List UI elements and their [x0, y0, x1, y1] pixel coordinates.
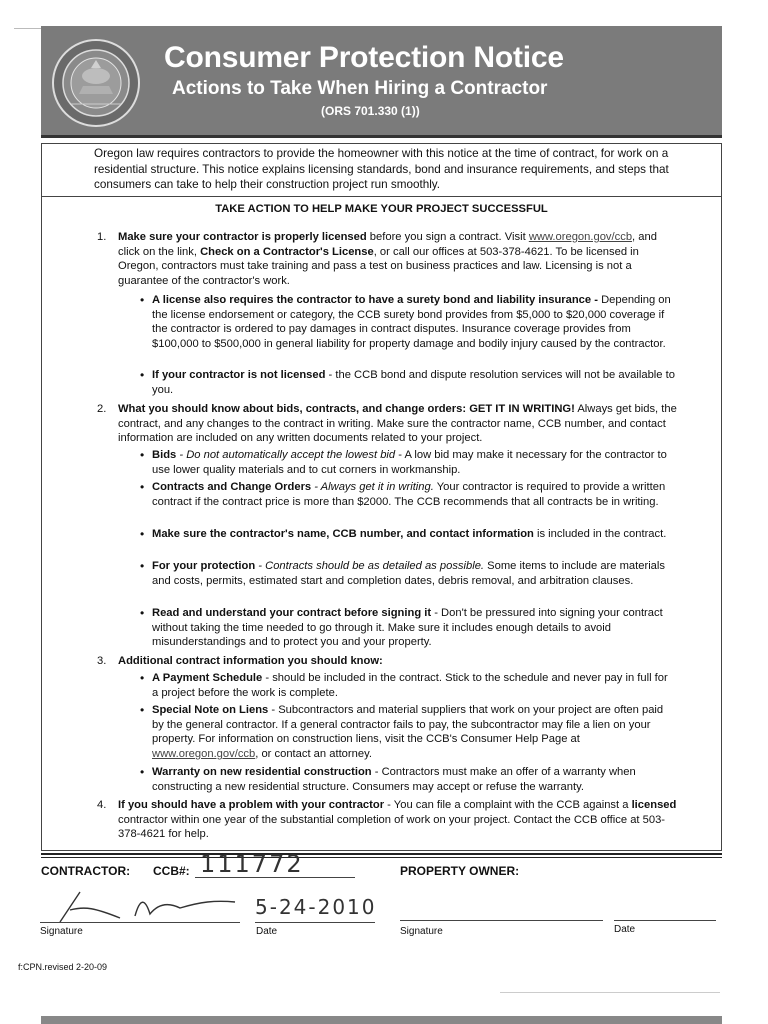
- page-subtitle: Actions to Take When Hiring a Contractor: [172, 78, 548, 99]
- oregon-state-seal-icon: [51, 38, 141, 128]
- contractor-signature-scribble: [40, 888, 240, 924]
- item-3-text: [118, 654, 678, 669]
- faint-scan-line: [500, 992, 720, 993]
- bullet-glyph: •: [140, 448, 145, 462]
- item-4-number: 4.: [97, 799, 107, 811]
- contractor-date-line: [255, 922, 375, 923]
- ccb-website-link[interactable]: www.oregon.gov/ccb: [528, 231, 633, 243]
- item-2-heading: What you should know about bids, contracts, and change orders: GET IT IN WRITING!: [118, 403, 575, 415]
- signature-top-rule: [41, 853, 722, 855]
- intro-divider: [42, 196, 721, 197]
- ccb-help-page-link[interactable]: www.oregon.gov/ccb: [152, 748, 256, 761]
- bullet-glyph: •: [140, 606, 145, 620]
- contractor-signature-line: [40, 922, 240, 923]
- contractor-date-caption: Date: [256, 926, 278, 937]
- item-2-bullet-1: Bids - Do not automatically accept the lowest bid - A low bid may make it necessary for the contractor to use lower quality materials and to cut corners in workmanship.: [152, 449, 667, 476]
- item-4-text: If you should have a problem with your contractor - You can file a complaint with the CCB against a licensed contractor within one year of the substantial completion of work on your project. Contact the CCB office at 503-378-4621 for help.: [118, 799, 677, 841]
- statute-reference: (ORS 701.330 (1)): [321, 104, 420, 118]
- item-1-bullet-1: A license also requires the contractor to have a surety bond and liability insurance - Depending on the license endorsement or category, the CCB surety bond provides from $5,000 to $20,000 coverage if the contractor is ordered to pay damages in contract disputes. Insurance coverage provides from $100,000 to $500,000 in general liability for property damage and bodily injury caused by the contractor.: [152, 294, 671, 351]
- bullet-glyph: •: [140, 703, 145, 717]
- item-1-number: 1.: [97, 231, 107, 243]
- action-heading: TAKE ACTION TO HELP MAKE YOUR PROJECT SUCCESSFUL: [215, 203, 548, 215]
- intro-paragraph: Oregon law requires contractors to provide the homeowner with this notice at the time of contract, for work on a residential structure. This notice explains licensing standards, bond and insurance requirements, and steps that consumers can take to help their construction project run smoothly.: [94, 147, 669, 191]
- ccb-number-label: CCB#:: [153, 864, 190, 878]
- contractor-signature-caption: Signature: [40, 926, 83, 937]
- contractor-label: CONTRACTOR:: [41, 864, 131, 878]
- notice-body: [41, 143, 722, 851]
- bullet-glyph: •: [140, 293, 145, 307]
- item-2-number: 2.: [97, 403, 107, 415]
- item-2-bullet-2: Contracts and Change Orders - Always get it in writing. Your contractor is required to provide a written contract if the contract price is more than $2000. The CCB recommends that all contracts be in writing.: [152, 481, 666, 508]
- bullet-glyph: •: [140, 765, 145, 779]
- item-2-bullet-5: Read and understand your contract before signing it - Don't be pressured into signing your contract without taking the time needed to go through it. Make sure it includes enough details to avoid misunderstandings and to protect you and your property.: [152, 607, 663, 649]
- page-title: Consumer Protection Notice: [164, 41, 564, 74]
- owner-date-caption: Date: [614, 924, 636, 935]
- item-1-text: Make sure your contractor is properly licensed before you sign a contract. Visit www.oregon.gov/ccb, and click on the link, Check on a Contractor's License, or call our offices at 503-378-4621. To be licensed in Oregon, contractors must take training and pass a test on business practices and law. Licensing is not a guarantee of the contractor's work.: [118, 231, 657, 288]
- item-1-heading: Make sure your contractor is properly licensed: [118, 231, 367, 243]
- item-4-heading: If you should have a problem with your contractor: [118, 799, 385, 811]
- contractor-date-value[interactable]: 5-24-2010: [255, 895, 377, 919]
- item-2-text: What you should know about bids, contracts, and change orders: GET IT IN WRITING! Always get bids, the contract, and any changes to the contract in writing. Make sure the contractor name, CCB number, and contact information are included on any written documents related to your project.: [118, 403, 677, 445]
- item-3-number: 3.: [97, 655, 107, 667]
- bullet-glyph: •: [140, 368, 145, 382]
- ccb-number-value[interactable]: 111772: [200, 850, 304, 878]
- property-owner-label: PROPERTY OWNER:: [400, 864, 520, 878]
- bottom-bar: [41, 1016, 722, 1024]
- bullet-glyph: •: [140, 527, 145, 541]
- bullet-glyph: •: [140, 559, 145, 573]
- signature-top-rule-thin: [41, 857, 722, 858]
- bullet-glyph: •: [140, 480, 145, 494]
- item-3-bullet-3: Warranty on new residential construction - Contractors must make an offer of a warranty when constructing a new residential structure. Consumers may accept or refuse the warranty.: [152, 766, 636, 793]
- owner-date-line[interactable]: [614, 920, 716, 921]
- item-3-bullet-1: A Payment Schedule - should be included in the contract. Stick to the schedule and never pay in full for a project before the work is complete.: [152, 672, 668, 699]
- item-3-heading: Additional contract information you should know:: [118, 655, 383, 667]
- item-1-bullet-2: If your contractor is not licensed - the CCB bond and dispute resolution services will not be available to you.: [152, 369, 675, 396]
- form-revision-code: f:CPN.revised 2-20-09: [18, 962, 108, 972]
- item-3-bullet-2: Special Note on Liens - Subcontractors and material suppliers that work on your project are often paid by the general contractor. If a general contractor fails to pay, the subcontractor may file a lien on your property. For information on construction liens, visit the CCB's Consumer Help Page at www.oregon.gov/ccb, or contact an attorney.: [152, 704, 664, 761]
- bullet-glyph: •: [140, 671, 145, 685]
- owner-signature-caption: Signature: [400, 926, 443, 937]
- item-2-bullet-3: Make sure the contractor's name, CCB number, and contact information is included in the contract.: [152, 528, 667, 540]
- item-2-bullet-4: For your protection - Contracts should be as detailed as possible. Some items to include are materials and costs, permits, estimated start and completion dates, debris removal, and arbitration clauses.: [152, 560, 665, 587]
- notice-header: [41, 26, 722, 138]
- owner-signature-line[interactable]: [400, 920, 603, 921]
